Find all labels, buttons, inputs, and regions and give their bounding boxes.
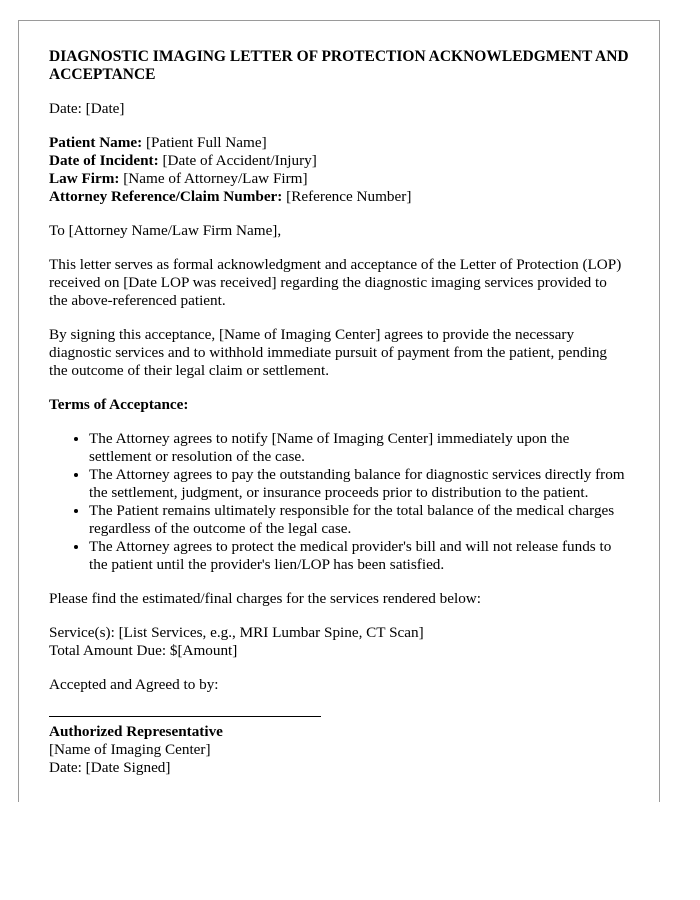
incident-date-line [49,152,629,170]
signer-organization: [Name of Imaging Center] [49,741,211,758]
list-item: • The Attorney agrees to pay the outstanding balance for diagnostic services directly from the settlement, judgment, or insurance proceeds prior to distribution to the patient. [89,466,629,502]
letter-page [18,20,660,802]
letter-title: DIAGNOSTIC IMAGING LETTER OF PROTECTION ACKNOWLEDGMENT AND ACCEPTANCE [49,48,629,83]
signer-title-line [49,723,629,741]
list-item: • The Attorney agrees to notify [Name of Imaging Center] immediately upon the settlement or resolution of the case. [89,430,629,466]
list-item: • The Attorney agrees to protect the medical provider's bill and will not release funds to the patient until the provider's lien/LOP has been satisfied. [89,538,629,574]
reference-line [49,188,629,206]
list-item: • The Patient remains ultimately responsible for the total balance of the medical charges regardless of the outcome of the legal case. [89,502,629,538]
patient-name-value: [Patient Full Name] [142,134,267,151]
law-firm-line [49,170,629,188]
law-firm-value: [Name of Attorney/Law Firm] [119,170,308,187]
law-firm-label: Law Firm: [49,170,120,187]
signature-block [49,723,629,777]
reference-label: Attorney Reference/Claim Number: [49,188,283,205]
charges-intro: Please find the estimated/final charges for the services rendered below: [49,590,481,607]
signature-line [49,716,321,717]
accepted-line: Accepted and Agreed to by: [49,676,219,693]
terms-heading-text: Terms of Acceptance: [49,396,189,413]
services-line: Service(s): [List Services, e.g., MRI Lumbar Spine, CT Scan] [49,624,424,641]
signed-date: Date: [Date Signed] [49,759,171,776]
salutation: To [Attorney Name/Law Firm Name], [49,222,282,239]
paragraph-acknowledgment: This letter serves as formal acknowledgment and acceptance of the Letter of Protection (LOP) received on [Date LOP was received] regarding the diagnostic imaging services provided to the above-referenced patient. [49,256,622,309]
total-amount-line: Total Amount Due: $[Amount] [49,642,238,659]
paragraph-agreement: By signing this acceptance, [Name of Imaging Center] agrees to provide the necessary diagnostic services and to withhold immediate pursuit of payment from the patient, pending the outcome of their legal claim or settlement. [49,326,608,379]
terms-list [49,430,629,574]
incident-date-value: [Date of Accident/Injury] [158,152,317,169]
date-line: Date: [Date] [49,100,125,117]
case-details [49,134,629,206]
patient-name-line [49,134,629,152]
reference-value: [Reference Number] [282,188,412,205]
signer-title: Authorized Representative [49,723,223,740]
incident-date-label: Date of Incident: [49,152,159,169]
terms-heading [49,396,629,414]
charges-block [49,624,629,660]
patient-name-label: Patient Name: [49,134,143,151]
